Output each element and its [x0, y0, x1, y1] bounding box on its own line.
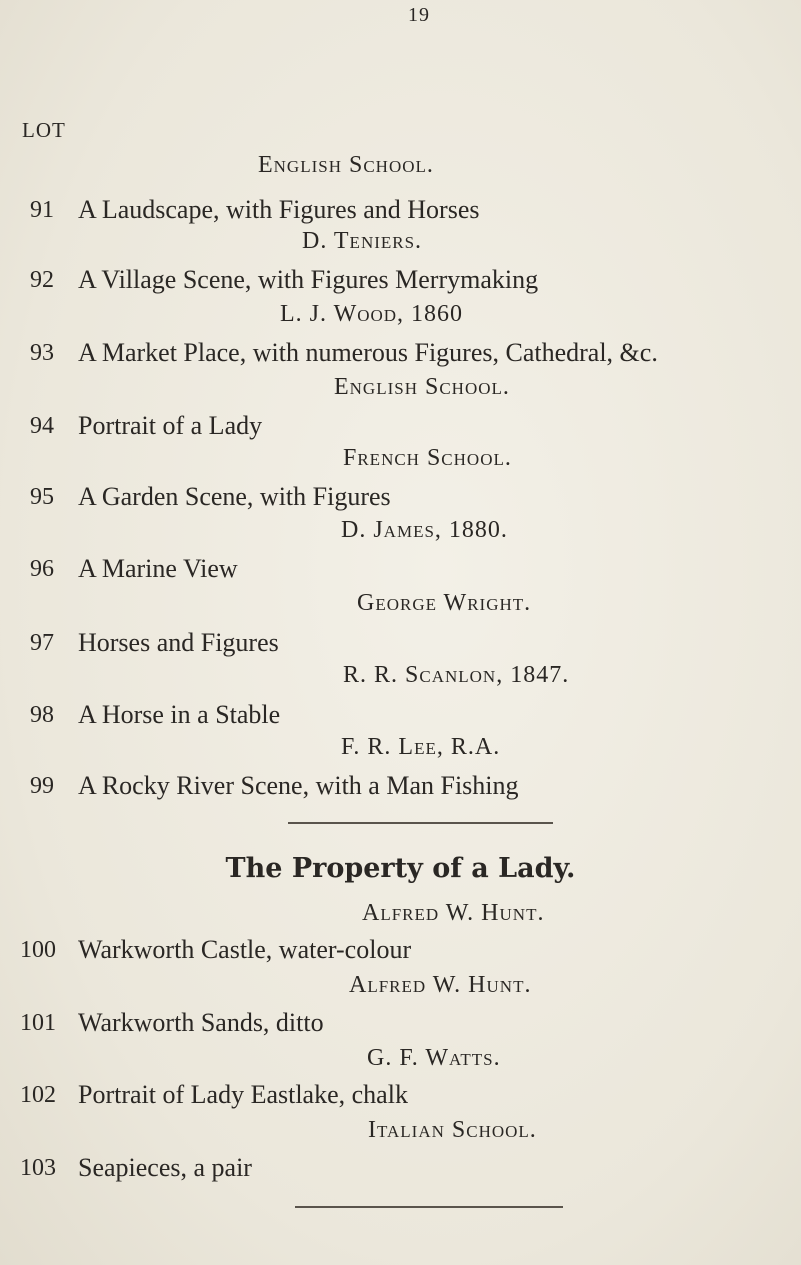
- entry-92-title: A Village Scene, with Figures Merrymaking: [78, 265, 539, 294]
- entry-96-lot: 96: [30, 556, 54, 582]
- entry-98-lot: 98: [30, 702, 54, 728]
- entry-92-artist: D. Teniers.: [302, 228, 423, 254]
- entry-93-lot: 93: [30, 340, 54, 366]
- entry-100-title: Warkworth Castle, water-colour: [78, 935, 412, 964]
- entry-92-lot: 92: [30, 267, 54, 293]
- entry-101-title: Warkworth Sands, ditto: [78, 1008, 324, 1037]
- entry-98-artist: R. R. Scanlon, 1847.: [343, 662, 570, 688]
- entry-103-title: Seapieces, a pair: [78, 1153, 252, 1182]
- entry-94-title: Portrait of a Lady: [78, 411, 263, 440]
- entry-101-artist: Alfred W. Hunt.: [349, 972, 532, 998]
- entry-96-title: A Marine View: [78, 554, 238, 583]
- entry-97-title: Horses and Figures: [78, 628, 279, 657]
- entry-94-lot: 94: [30, 413, 54, 439]
- entry-99-title: A Rocky River Scene, with a Man Fishing: [78, 771, 519, 800]
- entry-95-title: A Garden Scene, with Figures: [78, 482, 391, 511]
- entry-97-artist: George Wright.: [357, 590, 532, 616]
- entry-97-lot: 97: [30, 630, 54, 656]
- section-divider-top: [288, 822, 553, 824]
- entry-100-lot: 100: [20, 937, 56, 963]
- page-number: 19: [408, 4, 430, 26]
- entry-103-artist: Italian School.: [368, 1117, 537, 1143]
- section-heading: The Property of a Lady.: [225, 853, 576, 884]
- entry-94-artist: English School.: [334, 374, 510, 400]
- entry-93-artist: L. J. Wood, 1860: [280, 301, 464, 327]
- entry-95-artist: French School.: [343, 445, 512, 471]
- entry-102-lot: 102: [20, 1082, 56, 1108]
- entry-102-artist: G. F. Watts.: [367, 1045, 501, 1071]
- entry-99-artist: F. R. Lee, R.A.: [341, 734, 501, 760]
- entry-98-title: A Horse in a Stable: [78, 700, 281, 729]
- entry-99-lot: 99: [30, 773, 54, 799]
- entry-100-artist: Alfred W. Hunt.: [362, 900, 545, 926]
- section-divider-bottom: [295, 1206, 563, 1208]
- entry-103-lot: 103: [20, 1155, 56, 1181]
- entry-96-artist: D. James, 1880.: [341, 517, 508, 543]
- entry-101-lot: 101: [20, 1010, 56, 1036]
- lot-column-header: LOT: [22, 118, 66, 142]
- entry-91-lot: 91: [30, 197, 54, 223]
- entry-95-lot: 95: [30, 484, 54, 510]
- entry-102-title: Portrait of Lady Eastlake, chalk: [78, 1080, 408, 1109]
- entry-91-title: A Laudscape, with Figures and Horses: [78, 195, 480, 224]
- entry-93-title: A Market Place, with numerous Figures, Cathedral, &c.: [78, 338, 658, 367]
- entry-91-artist: English School.: [258, 152, 434, 178]
